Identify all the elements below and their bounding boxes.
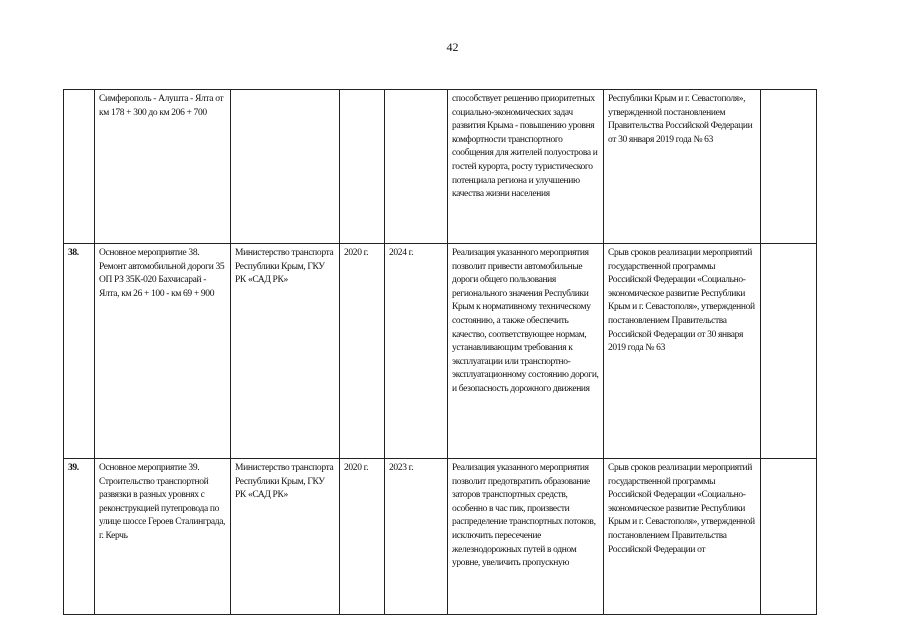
page-number: 42 [446,40,459,54]
table-row [64,459,817,615]
expected-result: Реализация указанного мероприятия позволит привести автомобильные дороги общего пользования регионального значения Республики Крым к нормативному техническому состоянию, а также обеспечить качество, соответствующее нормам, устанавливающим требования к эксплуатации или транспортно-эксплуатационному состоянию дороги, и безопасность дорожного движения [448,244,604,459]
start-year [340,90,385,244]
row-number: 38. [64,244,95,459]
responsible-executor [231,90,340,244]
table-row [64,90,817,244]
indicator-link [761,459,817,615]
indicator-link [761,90,817,244]
indicator-link [761,244,817,459]
end-year: 2023 г. [385,459,448,615]
row-number: 39. [64,459,95,615]
non-implementation-consequences: Срыв сроков реализации мероприятий государственной программы Российской Федерации «Социально-экономическое развитие Республики Крым и г. Севастополя», утвержденной постановлением Правительства Российской Федерации от 30 января 2019 года № 63 [604,244,761,459]
activity-name: Основное мероприятие 39. Строительство транспортной развязки в разных уровнях с реконструкцией путепровода по улице шоссе Героев Сталинграда, г. Керчь [95,459,231,615]
responsible-executor: Министерство транспорта Республики Крым, ГКУ РК «САД РК» [231,244,340,459]
row-number [64,90,95,244]
end-year: 2024 г. [385,244,448,459]
expected-result: Реализация указанного мероприятия позволит предотвратить образование заторов транспортных средств, особенно в час пик, произвести распределение транспортных потоков, исключить пересечение железнодорожных путей в одном уровне, увеличить пропускную [448,459,604,615]
non-implementation-consequences: Срыв сроков реализации мероприятий государственной программы Российской Федерации «Социально-экономическое развитие Республики Крым и г. Севастополя», утвержденной постановлением Правительства Российской Федерации от [604,459,761,615]
responsible-executor: Министерство транспорта Республики Крым, ГКУ РК «САД РК» [231,459,340,615]
start-year: 2020 г. [340,244,385,459]
activities-table [63,89,817,615]
table-row [64,244,817,459]
expected-result: способствует решению приоритетных социально-экономических задач развития Крыма - повышению уровня комфортности транспортного сообщения для жителей полуострова и гостей курорта, росту туристического потенциала региона и улучшению качества жизни населения [448,90,604,244]
end-year [385,90,448,244]
activity-name: Симферополь - Алушта - Ялта от км 178 + 300 до км 206 + 700 [95,90,231,244]
non-implementation-consequences: Республики Крым и г. Севастополя», утвержденной постановлением Правительства Российской Федерации от 30 января 2019 года № 63 [604,90,761,244]
activity-name: Основное мероприятие 38. Ремонт автомобильной дороги 35 ОП РЗ 35К-020 Бахчисарай - Ялта, км 26 + 100 - км 69 + 900 [95,244,231,459]
start-year: 2020 г. [340,459,385,615]
